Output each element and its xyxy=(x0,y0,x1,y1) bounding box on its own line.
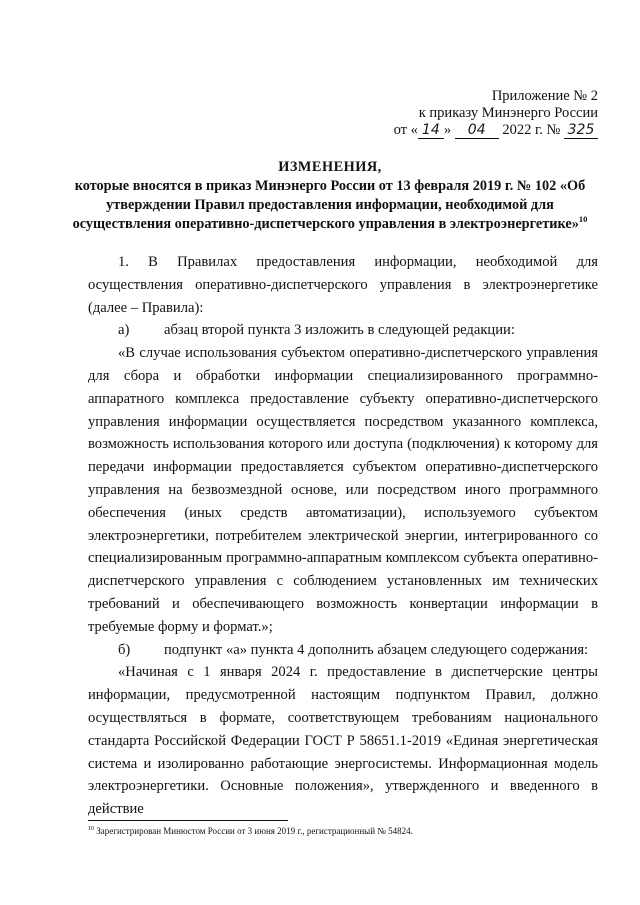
item1-word: предоставления xyxy=(256,254,356,270)
document-body xyxy=(88,251,598,821)
date-year: 2022 г. № xyxy=(502,122,561,138)
heading-subtitle-text: которые вносятся в приказ Минэнерго России от 13 февраля 2019 г. № 102 «Об утверждении Правил предоставления информации, необходимой для осуществления оперативно-диспетчерского управления в электроэнергетике» xyxy=(72,178,586,232)
item1-word: необходимой xyxy=(475,254,558,270)
handwritten-month: 04 xyxy=(455,123,499,139)
document-heading xyxy=(60,158,600,234)
appendix-block xyxy=(394,88,598,139)
item1-rest: осуществления оперативно-диспетчерского управления в электроэнергетике (далее – Правила): xyxy=(88,276,598,316)
item-b-row xyxy=(88,639,598,662)
footnote xyxy=(88,826,413,837)
heading-footnote-ref: 10 xyxy=(578,214,588,225)
item1-word: для xyxy=(576,254,598,270)
appendix-date-line xyxy=(394,122,598,139)
item-a-marker: а) xyxy=(118,322,130,339)
item-a-row xyxy=(88,319,598,342)
item1-number: 1. xyxy=(118,254,129,270)
item-a-quote: «В случае использования субъектом оперативно-диспетчерского управления для сбора и обработки информации специализированного программно-аппаратного комплекса предоставление субъекту оперативно-диспетчерского управления информации осуществляется посредством указанного комплекса, возможность использования которого или доступа (подключения) к которому для передачи информации предоставляется субъектом оперативно-диспетчерского управления на безвозмездной основе, или посредством иного программного обеспечения (иных средств автоматизации), используемого субъектом электроэнергетики, потребителем электрической энергии, интегрированного со специализированным программно-аппаратным комплексом субъекта оперативно-диспетчерского управления с соблюдением установленных им технических требований и обеспечивающего возможность конвертации информации в требуемые форму и формат.»; xyxy=(88,345,598,635)
item1-word: информации, xyxy=(374,254,457,270)
item-b-quote: «Начиная с 1 января 2024 г. предоставление в диспетчерские центры информации, предусмотренной настоящим подпунктом Правил, должно осуществляться в формате, соответствующем требованиям национального стандарта Российской Федерации ГОСТ Р 58651.1-2019 «Единая энергетическая система и изолированно работающие энергосистемы. Информационная модель электроэнергетики. Основные положения», утвержденного и введенного в действие xyxy=(88,664,598,818)
appendix-number: Приложение № 2 xyxy=(491,88,598,104)
footnote-ref: 10 xyxy=(88,826,94,832)
handwritten-day: 14 xyxy=(418,123,444,139)
heading-title: ИЗМЕНЕНИЯ, xyxy=(278,159,382,175)
item-b-marker: б) xyxy=(118,641,131,658)
item1-first-line xyxy=(88,251,598,274)
footnote-divider xyxy=(88,820,288,821)
item1-word: В xyxy=(148,254,158,270)
heading-subtitle xyxy=(60,177,600,234)
item-b-text: подпункт «а» пункта 4 дополнить абзацем следующего содержания: xyxy=(164,641,589,658)
footnote-text: Зарегистрирован Минюстом России от 3 июня 2019 г., регистрационный № 54824. xyxy=(96,826,413,836)
date-mid: » xyxy=(443,122,452,138)
item1-word: Правилах xyxy=(177,254,238,270)
appendix-order-ref: к приказу Минэнерго России xyxy=(418,105,598,121)
handwritten-number: 325 xyxy=(564,123,598,139)
date-prefix: от « xyxy=(393,122,418,138)
item-a-text: абзац второй пункта 3 изложить в следующей редакции: xyxy=(164,322,515,339)
